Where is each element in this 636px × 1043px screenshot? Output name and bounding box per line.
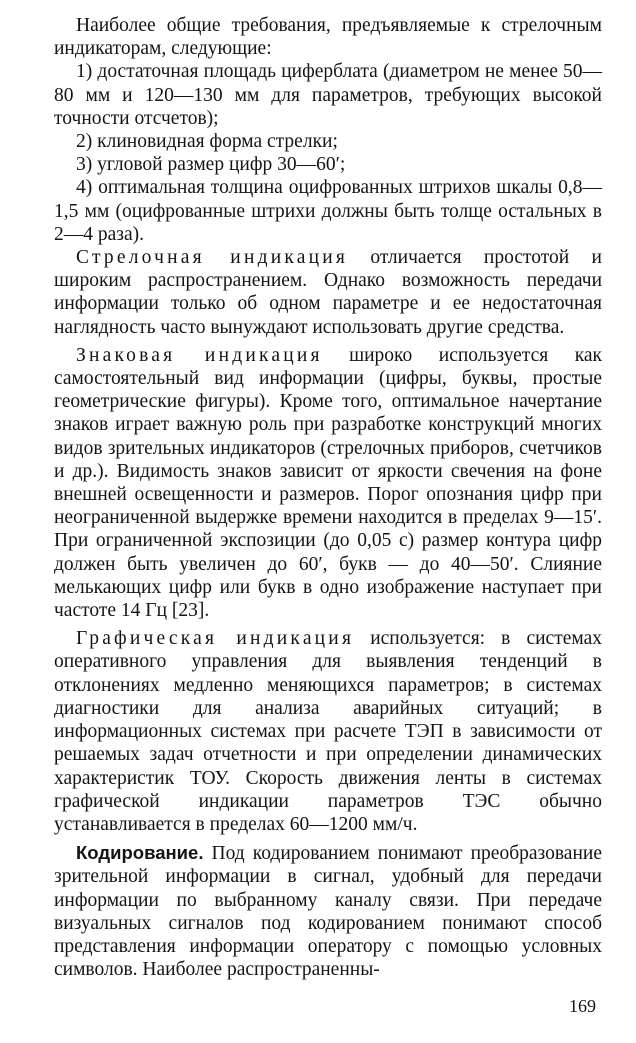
graphic-indication-text: используется: в системах оперативного управления для выявления тенденций в отклонениях медленно меняющихся параметров; в системах диагностики для анализа аварийных ситуаций; в информационных системах при расчете ТЭП в зависимости от решаемых задач отчетности и при определении динамических характеристик ТОУ. Скорость движения ленты в системах графической индикации параметров ТЭС обычно устанавливается в пределах 60—1200 мм/ч. [54, 628, 602, 835]
intro-paragraph: Наиболее общие требования, предъявляемые к стрелочным индикаторам, следующие: [54, 15, 602, 60]
sign-indication-term: Знаковая индикация [76, 344, 323, 366]
sign-indication-text: широко используется как самостоятельный вид информации (цифры, буквы, простые геометрические фигуры). Кроме того, оптимальное начертание знаков играет важную роль при разработке конструкций многих видов зрительных индикаторов (стрелочных приборов, счетчиков и др.). Видимость знаков зависит от яркости свечения на фоне внешней освещенности и размеров. Порог опознания цифр при неограниченной выдержке времени находится в пределах 9—15′. При ограниченной экспозиции (до 0,05 с) размер контура цифр должен быть увеличен до 60′, букв — до 40—50′. Слияние мелькающих цифр или букв в одно изображение наступает при частоте 14 Гц [23]. [54, 344, 602, 622]
coding-heading: Кодирование. [76, 842, 204, 864]
coding-text: Под кодированием понимают преобразование зрительной информации в сигнал, удобный для передачи информации по выбранному каналу связи. При передаче визуальных сигналов под кодированием понимают способ представления информации оператору с помощью условных символов. Наиболее распространенны- [54, 843, 602, 981]
requirement-item-4: 4) оптимальная толщина оцифрованных штрихов шкалы 0,8—1,5 мм (оцифрованные штрихи должны быть толще остальных в 2—4 раза). [54, 177, 602, 245]
coding-paragraph [54, 841, 602, 981]
graphic-indication-term: Графическая индикация [76, 628, 355, 650]
page-number: 169 [569, 996, 596, 1016]
requirement-item-2: 2) клиновидная форма стрелки; [76, 131, 338, 153]
requirements-list [54, 60, 602, 246]
requirement-item-1: 1) достаточная площадь циферблата (диаметром не менее 50—80 мм и 120—130 мм для параметров, требующих высокой точности отсчетов); [54, 61, 602, 129]
graphic-indication-paragraph [54, 627, 602, 836]
pointer-indication-term: Стрелочная индикация [76, 247, 349, 269]
sign-indication-paragraph [54, 344, 602, 622]
pointer-indication-text: отличается простотой и широким распространением. Однако возможность передачи информации только об одном параметре и ее недостаточная наглядность часто вынуждают использовать другие средства. [54, 247, 602, 338]
requirement-item-3: 3) угловой размер цифр 30—60′; [76, 154, 346, 176]
pointer-indication-paragraph [54, 246, 602, 339]
page-body [54, 14, 602, 981]
